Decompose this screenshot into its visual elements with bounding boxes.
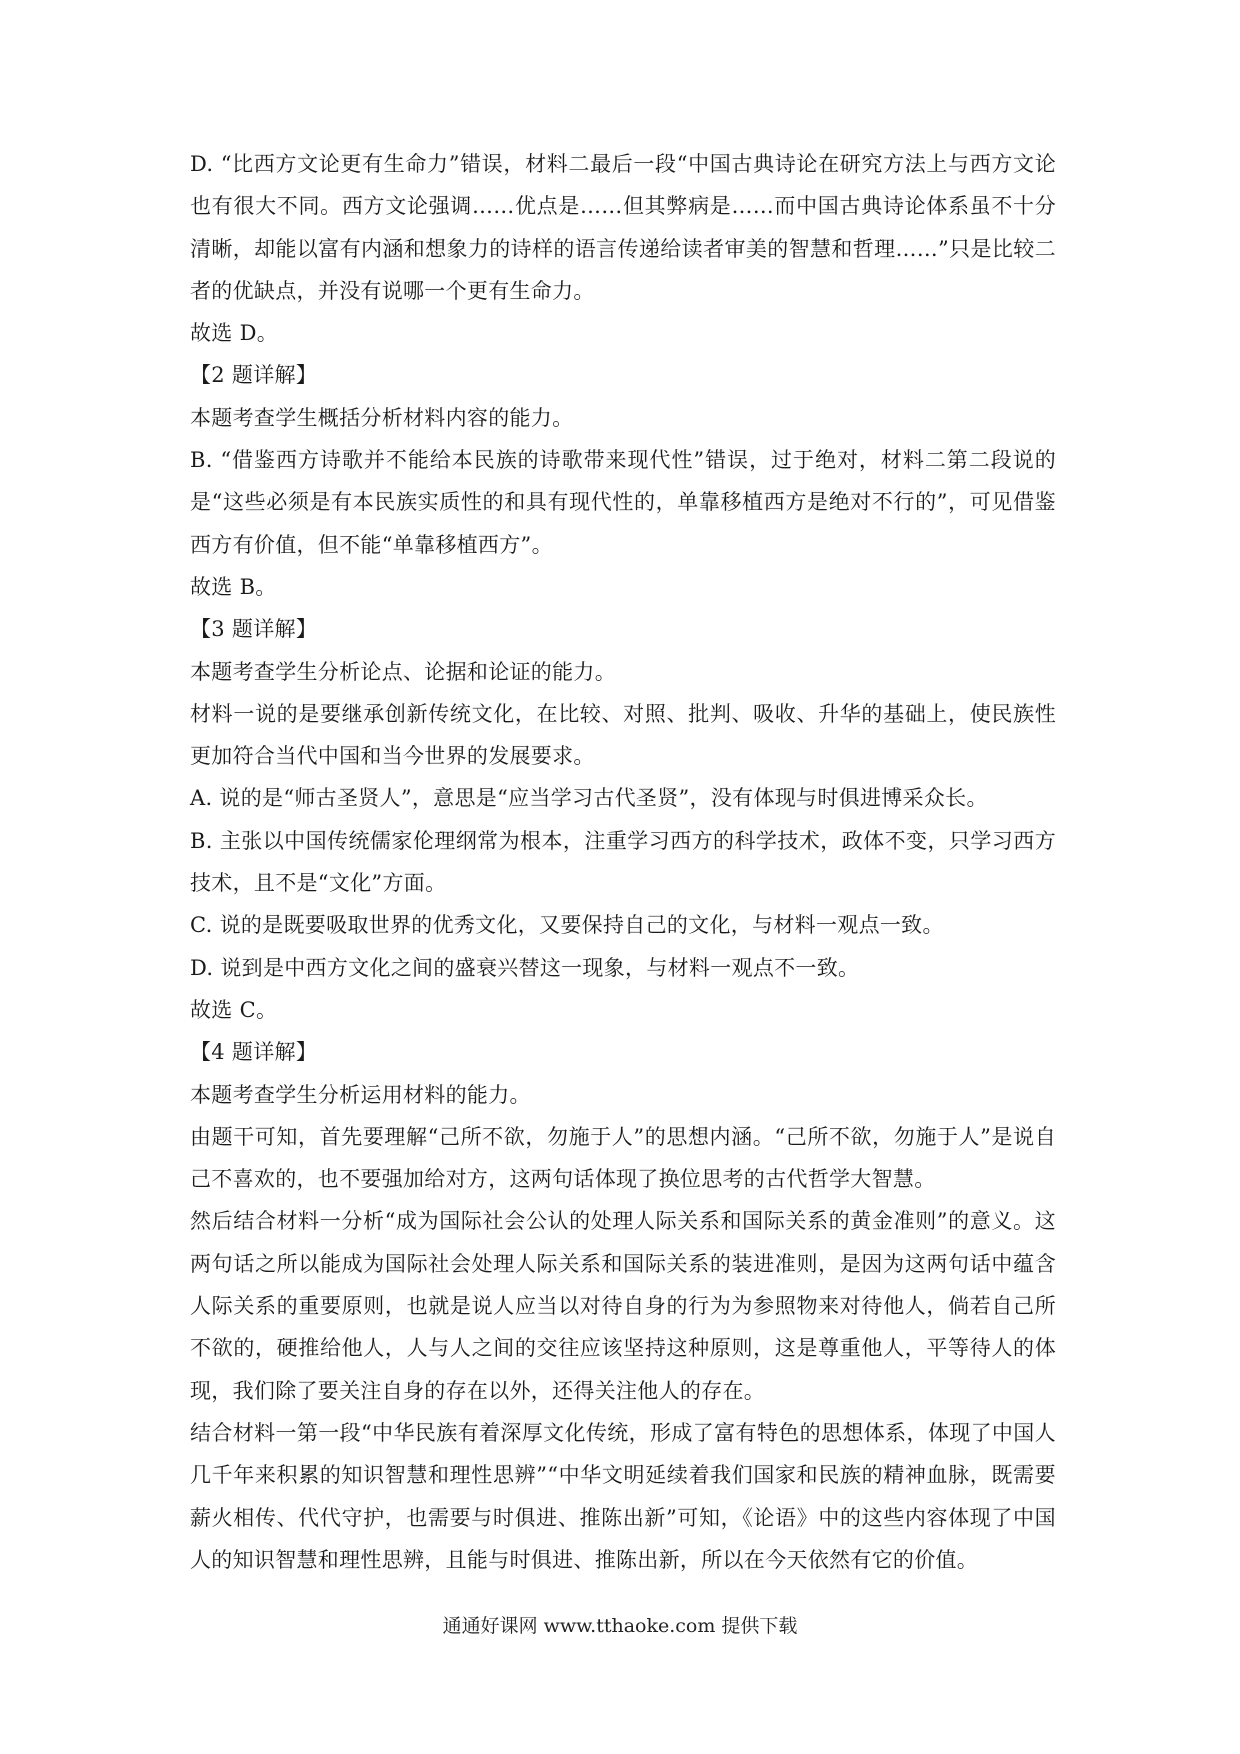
section-heading: 【2 题详解】 (190, 363, 318, 388)
explanation-paragraph: 材料一说的是要继承创新传统文化，在比较、对照、批判、吸收、升华的基础上，使民族性更加符合当代中国和当今世界的发展要求。 (190, 701, 1056, 769)
option-analysis: D. 说到是中西方文化之间的盛衰兴替这一现象，与材料一观点不一致。 (190, 955, 860, 980)
section-heading: 【4 题详解】 (190, 1040, 318, 1065)
explanation-paragraph: 本题考查学生概括分析材料内容的能力。 (190, 405, 574, 430)
explanation-paragraph: 本题考查学生分析论点、论据和论证的能力。 (190, 659, 616, 684)
explanation-paragraph: 结合材料一第一段“中华民族有着深厚文化传统，形成了富有特色的思想体系，体现了中国人几千年来积累的知识智慧和理性思辨”“中华文明延续着我们国家和民族的精神血脉，既需要薪火相传、代代守护，也需要与时俱进、推陈出新”可知，《论语》中的这些内容体现了中国人的知识智慧和理性思辨，且能与时俱进、推陈出新，所以在今天依然有它的价值。 (190, 1420, 1056, 1572)
option-analysis: A. 说的是“师古圣贤人”，意思是“应当学习古代圣贤”，没有体现与时俱进博采众长。 (190, 786, 988, 811)
explanation-paragraph: 本题考查学生分析运用材料的能力。 (190, 1082, 531, 1107)
explanation-paragraph: D. “比西方文论更有生命力”错误，材料二最后一段“中国古典诗论在研究方法上与西方文论也有很大不同。西方文论强调……优点是……但其弊病是……而中国古典诗论体系虽不十分清晰，却能以富有内涵和想象力的诗样的语言传递给读者审美的智慧和哲理……”只是比较二者的优缺点，并没有说哪一个更有生命力。 (190, 152, 1056, 303)
explanation-paragraph: 然后结合材料一分析“成为国际社会公认的处理人际关系和国际关系的黄金准则”的意义。这两句话之所以能成为国际社会处理人际关系和国际关系的装进准则，是因为这两句话中蕴含人际关系的重要原则，也就是说人应当以对待自身的行为为参照物来对待他人，倘若自己所不欲的，硬推给他人，人与人之间的交往应该坚持这种原则，这是尊重他人，平等待人的体现，我们除了要关注自身的存在以外，还得关注他人的存在。 (190, 1209, 1056, 1403)
section-heading: 【3 题详解】 (190, 617, 318, 642)
footer-source-line: 通通好课网 www.tthaoke.com 提供下载 (442, 1615, 798, 1637)
option-analysis: B. 主张以中国传统儒家伦理纲常为根本，注重学习西方的科学技术，政体不变，只学习西方技术，且不是“文化”方面。 (190, 828, 1056, 896)
explanation-paragraph: B. “借鉴西方诗歌并不能给本民族的诗歌带来现代性”错误，过于绝对，材料二第二段说的是“这些必须是有本民族实质性的和具有现代性的，单靠移植西方是绝对不行的”，可见借鉴西方有价值，但不能“单靠移植西方”。 (190, 448, 1056, 557)
answer-line: 故选 D。 (190, 321, 279, 346)
answer-line: 故选 C。 (190, 997, 278, 1022)
option-analysis: C. 说的是既要吸取世界的优秀文化，又要保持自己的文化，与材料一观点一致。 (190, 913, 944, 938)
answer-explanation-body (190, 143, 1056, 1581)
answer-line: 故选 B。 (190, 574, 277, 599)
explanation-paragraph: 由题干可知，首先要理解“己所不欲，勿施于人”的思想内涵。“己所不欲，勿施于人”是说自己不喜欢的，也不要强加给对方，这两句话体现了换位思考的古代哲学大智慧。 (190, 1124, 1056, 1192)
